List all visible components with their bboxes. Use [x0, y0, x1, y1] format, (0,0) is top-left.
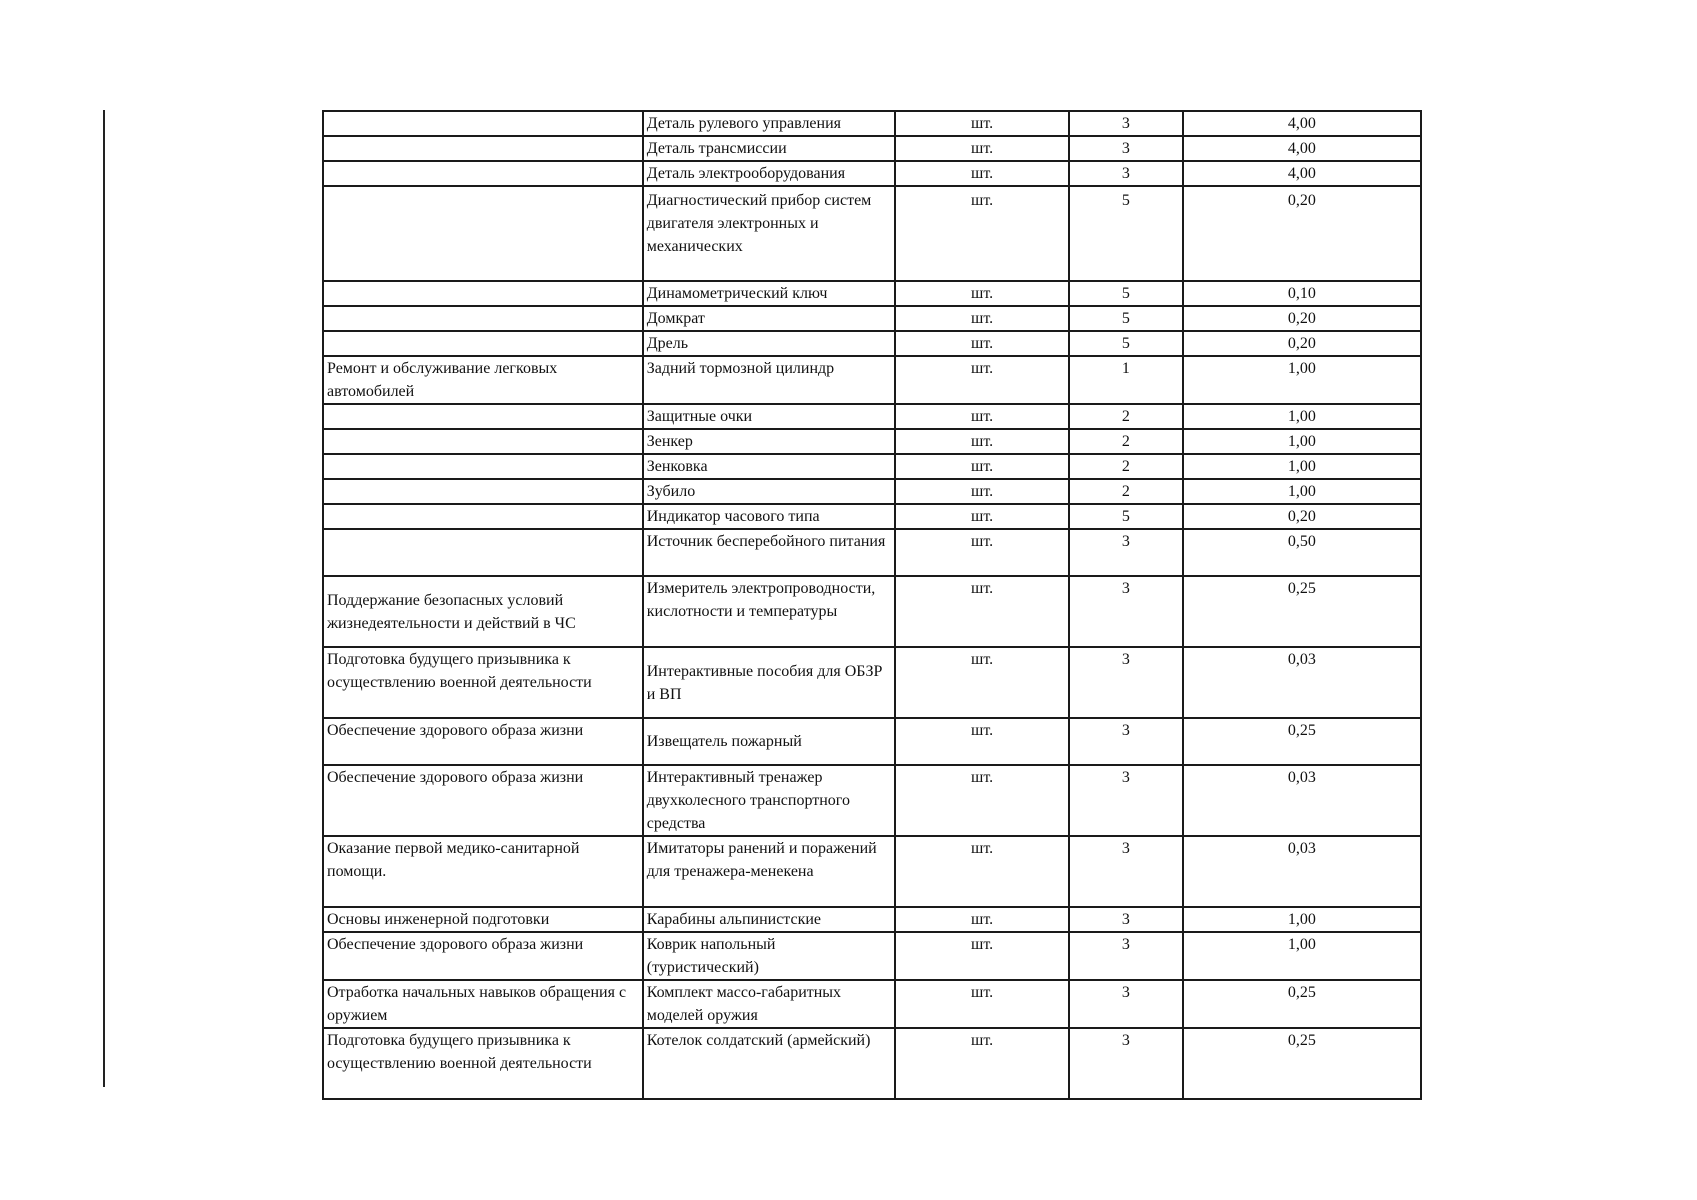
unit-cell: шт. [895, 331, 1069, 356]
unit-cell: шт. [895, 479, 1069, 504]
unit-cell: шт. [895, 404, 1069, 429]
unit-cell: шт. [895, 836, 1069, 907]
count-cell: 5 [1069, 306, 1183, 331]
unit-cell: шт. [895, 161, 1069, 186]
table-row [323, 647, 1421, 718]
unit-cell: шт. [895, 504, 1069, 529]
count-cell: 5 [1069, 504, 1183, 529]
count-cell: 2 [1069, 429, 1183, 454]
count-cell: 3 [1069, 765, 1183, 836]
table-row [323, 504, 1421, 529]
count-cell: 2 [1069, 479, 1183, 504]
table-row [323, 454, 1421, 479]
section-cell [323, 136, 643, 161]
item-cell: Динамометрический ключ [643, 281, 895, 306]
item-cell: Зубило [643, 479, 895, 504]
count-cell: 5 [1069, 186, 1183, 281]
count-cell: 3 [1069, 529, 1183, 576]
section-cell: Поддержание безопасных условий жизнедеятельности и действий в ЧС [323, 576, 643, 647]
table-row [323, 331, 1421, 356]
unit-cell: шт. [895, 718, 1069, 765]
item-cell: Дрель [643, 331, 895, 356]
norm-cell: 0,03 [1183, 836, 1421, 907]
count-cell: 3 [1069, 111, 1183, 136]
norm-cell: 0,50 [1183, 529, 1421, 576]
section-cell: Оказание первой медико-санитарной помощи. [323, 836, 643, 907]
unit-cell: шт. [895, 111, 1069, 136]
unit-cell: шт. [895, 529, 1069, 576]
unit-cell: шт. [895, 647, 1069, 718]
table-row [323, 907, 1421, 932]
item-cell: Деталь электрооборудования [643, 161, 895, 186]
item-cell: Защитные очки [643, 404, 895, 429]
count-cell: 3 [1069, 932, 1183, 980]
table-row [323, 429, 1421, 454]
unit-cell: шт. [895, 306, 1069, 331]
section-cell [323, 454, 643, 479]
count-cell: 3 [1069, 136, 1183, 161]
table-row [323, 718, 1421, 765]
count-cell: 3 [1069, 907, 1183, 932]
norm-cell: 1,00 [1183, 429, 1421, 454]
section-cell: Ремонт и обслуживание легковых автомобилей [323, 356, 643, 404]
norm-cell: 0,25 [1183, 1028, 1421, 1099]
section-cell [323, 429, 643, 454]
section-cell: Обеспечение здорового образа жизни [323, 765, 643, 836]
unit-cell: шт. [895, 980, 1069, 1028]
unit-cell: шт. [895, 907, 1069, 932]
table-row [323, 1028, 1421, 1099]
norm-cell: 0,03 [1183, 765, 1421, 836]
table-row [323, 529, 1421, 576]
norm-cell: 0,20 [1183, 504, 1421, 529]
section-cell [323, 186, 643, 281]
item-cell: Домкрат [643, 306, 895, 331]
norm-cell: 0,10 [1183, 281, 1421, 306]
item-cell: Интерактивный тренажер двухколесного транспортного средства [643, 765, 895, 836]
section-cell: Подготовка будущего призывника к осуществлению военной деятельности [323, 1028, 643, 1099]
item-cell: Деталь рулевого управления [643, 111, 895, 136]
item-cell: Имитаторы ранений и поражений для тренажера-менекена [643, 836, 895, 907]
table-row [323, 356, 1421, 404]
item-cell: Коврик напольный (туристический) [643, 932, 895, 980]
norm-cell: 4,00 [1183, 161, 1421, 186]
count-cell: 1 [1069, 356, 1183, 404]
item-cell: Зенкер [643, 429, 895, 454]
section-cell [323, 161, 643, 186]
norm-cell: 1,00 [1183, 907, 1421, 932]
item-cell: Карабины альпинистские [643, 907, 895, 932]
unit-cell: шт. [895, 429, 1069, 454]
section-cell: Основы инженерной подготовки [323, 907, 643, 932]
norm-cell: 0,20 [1183, 306, 1421, 331]
table-row [323, 765, 1421, 836]
count-cell: 3 [1069, 576, 1183, 647]
section-cell [323, 306, 643, 331]
section-cell: Отработка начальных навыков обращения с оружием [323, 980, 643, 1028]
norm-cell: 4,00 [1183, 111, 1421, 136]
section-cell [323, 281, 643, 306]
item-cell: Зенковка [643, 454, 895, 479]
unit-cell: шт. [895, 136, 1069, 161]
count-cell: 3 [1069, 980, 1183, 1028]
section-cell [323, 331, 643, 356]
table-row [323, 111, 1421, 136]
norm-cell: 0,25 [1183, 980, 1421, 1028]
section-cell: Подготовка будущего призывника к осуществлению военной деятельности [323, 647, 643, 718]
item-cell: Задний тормозной цилиндр [643, 356, 895, 404]
unit-cell: шт. [895, 576, 1069, 647]
item-cell: Диагностический прибор систем двигателя электронных и механических [643, 186, 895, 281]
count-cell: 3 [1069, 836, 1183, 907]
norm-cell: 1,00 [1183, 454, 1421, 479]
norm-cell: 4,00 [1183, 136, 1421, 161]
section-cell [323, 529, 643, 576]
unit-cell: шт. [895, 356, 1069, 404]
item-cell: Измеритель электропроводности, кислотности и температуры [643, 576, 895, 647]
count-cell: 3 [1069, 718, 1183, 765]
table-row [323, 161, 1421, 186]
unit-cell: шт. [895, 765, 1069, 836]
count-cell: 3 [1069, 1028, 1183, 1099]
table-row [323, 404, 1421, 429]
section-cell [323, 504, 643, 529]
section-cell [323, 479, 643, 504]
page-margin-line [103, 110, 105, 1087]
section-cell: Обеспечение здорового образа жизни [323, 718, 643, 765]
item-cell: Интерактивные пособия для ОБЗР и ВП [643, 647, 895, 718]
equipment-table [322, 110, 1422, 1100]
count-cell: 2 [1069, 454, 1183, 479]
table-row [323, 836, 1421, 907]
table-row [323, 479, 1421, 504]
norm-cell: 1,00 [1183, 479, 1421, 504]
table-row [323, 186, 1421, 281]
section-cell [323, 404, 643, 429]
table-row [323, 980, 1421, 1028]
norm-cell: 1,00 [1183, 404, 1421, 429]
unit-cell: шт. [895, 281, 1069, 306]
norm-cell: 1,00 [1183, 932, 1421, 980]
count-cell: 3 [1069, 161, 1183, 186]
unit-cell: шт. [895, 1028, 1069, 1099]
norm-cell: 0,25 [1183, 576, 1421, 647]
unit-cell: шт. [895, 932, 1069, 980]
item-cell: Комплект массо-габаритных моделей оружия [643, 980, 895, 1028]
unit-cell: шт. [895, 454, 1069, 479]
item-cell: Источник бесперебойного питания [643, 529, 895, 576]
table-row [323, 576, 1421, 647]
table-row [323, 136, 1421, 161]
item-cell: Деталь трансмиссии [643, 136, 895, 161]
norm-cell: 0,20 [1183, 331, 1421, 356]
count-cell: 3 [1069, 647, 1183, 718]
count-cell: 2 [1069, 404, 1183, 429]
table-row [323, 306, 1421, 331]
norm-cell: 0,03 [1183, 647, 1421, 718]
unit-cell: шт. [895, 186, 1069, 281]
count-cell: 5 [1069, 331, 1183, 356]
norm-cell: 0,20 [1183, 186, 1421, 281]
section-cell [323, 111, 643, 136]
section-cell: Обеспечение здорового образа жизни [323, 932, 643, 980]
equipment-table-body [323, 111, 1421, 1099]
item-cell: Котелок солдатский (армейский) [643, 1028, 895, 1099]
table-row [323, 932, 1421, 980]
norm-cell: 0,25 [1183, 718, 1421, 765]
table-row [323, 281, 1421, 306]
norm-cell: 1,00 [1183, 356, 1421, 404]
item-cell: Индикатор часового типа [643, 504, 895, 529]
item-cell: Извещатель пожарный [643, 718, 895, 765]
count-cell: 5 [1069, 281, 1183, 306]
